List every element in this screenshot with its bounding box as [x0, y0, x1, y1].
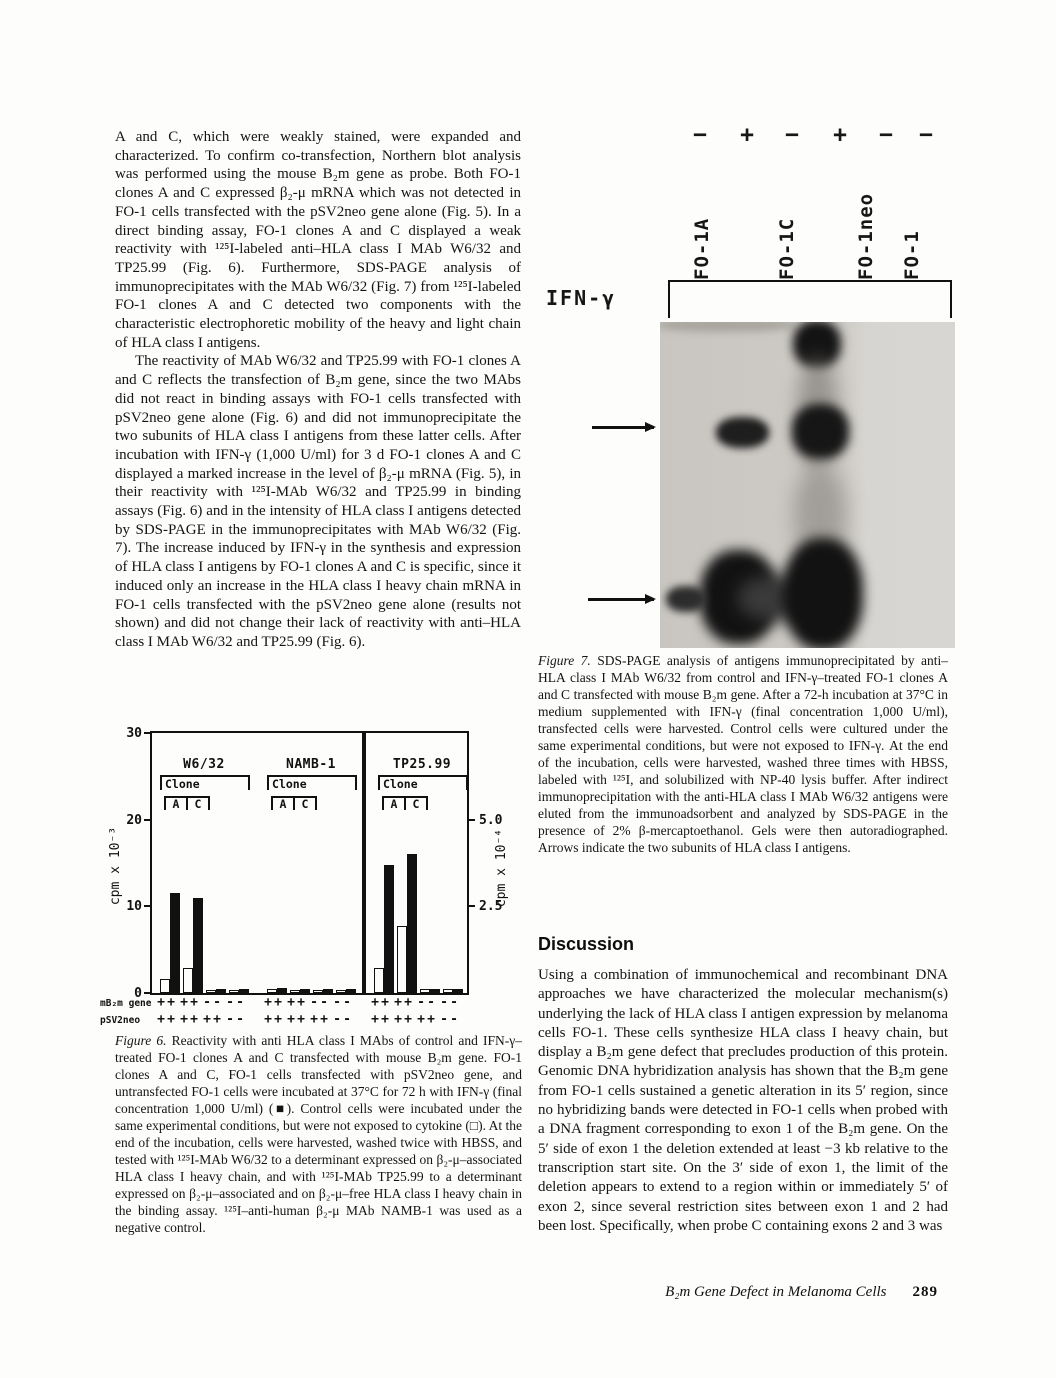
condition-symbol: +	[371, 1012, 379, 1027]
clone-a-label: A	[273, 798, 295, 810]
bar	[453, 989, 463, 993]
condition-symbol: +	[190, 1012, 198, 1027]
discussion-paragraph: Using a combination of immunochemical and recombinant DNA approaches we have characterized the molecular mechanism(s) underlying the lack of HLA class I antigen expression by melanoma cells FO-1. These cells synthesize HLA class I heavy chain, but display a B₂m gene defect that precludes production of this protein. Genomic DNA hybridization analysis has shown that the B₂m gene from FO-1 cells sustained a genetic alteration in its 5′ region, since no hybridizing bands were detected in FO-1 cells when probed with a DNA fragment corresponding to exon 1 of the B₂m gene. On the 5′ side of exon 1 the deletion extended at least −3 kb relative to the transcription start site. On the 3′ side of exon 1, the limit of the deletion appears to extend to a region within or immediately 5′ of exon 2, since several restriction sites between exon 1 and 2 had been lost. Specifically, when probe C containing exons 2 and 3 was	[538, 967, 948, 1234]
condition-symbol: +	[157, 995, 165, 1010]
y-tick-label: 20	[126, 812, 142, 828]
clone-bracket	[160, 775, 250, 790]
condition-symbol: +	[381, 995, 389, 1010]
panel-header-tp2599	[378, 757, 466, 817]
y-tick	[144, 992, 152, 994]
running-title: B₂m Gene Defect in Melanoma Cells	[665, 1284, 887, 1300]
clone-c-label: C	[301, 797, 309, 811]
symbol-group	[156, 995, 245, 1010]
condition-symbol: +	[180, 1012, 188, 1027]
ifn-gamma-label: IFN-γ	[546, 286, 617, 310]
condition-symbol: -	[226, 995, 234, 1010]
symbol-group	[263, 995, 352, 1010]
condition-symbol: -	[440, 995, 448, 1010]
condition-symbol: +	[264, 1012, 272, 1027]
bar	[323, 989, 333, 993]
condition-symbol: +	[274, 1012, 282, 1027]
y-tick-label: 10	[126, 899, 142, 915]
condition-symbol: +	[310, 1012, 318, 1027]
clone-bracket	[378, 775, 468, 790]
bar	[384, 865, 394, 993]
clone-c-label: C	[412, 797, 420, 811]
condition-symbol: +	[320, 1012, 328, 1027]
x-row-label: mB₂m gene	[100, 998, 152, 1009]
y-tick	[144, 905, 152, 907]
panel-divider	[362, 733, 366, 993]
bar	[430, 989, 440, 993]
lane-label-fo1a: FO-1A	[691, 217, 713, 280]
panel-header-namb1	[267, 757, 355, 817]
bar-group-namb1	[267, 988, 356, 993]
condition-symbol: +	[264, 995, 272, 1010]
bar	[397, 926, 407, 993]
clone-ac-bracket	[382, 796, 428, 810]
ifn-sign: −	[785, 122, 799, 148]
body-paragraph-1: A and C, which were weakly stained, were expanded and characterized. To confirm co-transfection, Northern blot analysis was performed using the mouse B₂m gene as probe. Both FO-1 clones A and C expressed β₂-μ mRNA which was not detected in FO-1 cells transfected with the pSV2neo gene alone (Fig. 5). In a direct binding assay, FO-1 clones A and C displayed a weak reactivity with ¹²⁵I-labeled anti–HLA class I MAb W6/32 and TP25.99 (Fig. 6). Furthermore, SDS-PAGE analysis of immunoprecipitates with the MAb W6/32 (Fig. 7) from ¹²⁵I-labeled FO-1 clones A and C detected two components with the characteristic electrophoretic mobility of the heavy and light chain of HLA class I antigens.	[115, 129, 521, 351]
panel-title: W6/32	[183, 757, 225, 772]
symbol-group	[370, 1012, 459, 1027]
condition-symbol: -	[343, 995, 351, 1010]
gel-band	[660, 322, 796, 332]
gel-band-heavy-chain-fo1a	[716, 417, 769, 448]
ifn-sign: +	[833, 122, 847, 148]
bar	[346, 989, 356, 993]
right-tick-label: 5.0	[479, 812, 503, 828]
bar	[407, 854, 417, 993]
ifn-sign: +	[740, 122, 754, 148]
bar	[206, 990, 216, 993]
ifn-sign: −	[879, 122, 893, 148]
x-row-psv2neo	[100, 1012, 532, 1028]
condition-symbol: +	[287, 995, 295, 1010]
x-row-label: pSV2neo	[100, 1015, 141, 1026]
figure6-caption-label: Figure 6.	[115, 1033, 167, 1048]
ifn-sign: −	[693, 122, 707, 148]
y-axis-label-right: cpm x 10⁻⁴	[494, 828, 509, 908]
bar	[239, 989, 249, 993]
bar	[290, 990, 300, 993]
condition-symbol: +	[394, 995, 402, 1010]
condition-symbol: +	[157, 1012, 165, 1027]
condition-symbol: -	[450, 995, 458, 1010]
right-tick	[467, 905, 475, 907]
page-footer	[438, 1284, 938, 1301]
condition-symbol: -	[213, 995, 221, 1010]
gel-band-light-chain	[666, 586, 706, 612]
condition-symbol: +	[297, 995, 305, 1010]
clone-c-label: C	[194, 797, 202, 811]
clone-label: Clone	[383, 777, 418, 791]
condition-symbol: +	[190, 995, 198, 1010]
clone-label: Clone	[165, 777, 200, 791]
condition-symbol: +	[381, 1012, 389, 1027]
bar-group-w632	[160, 893, 249, 993]
panel-title: TP25.99	[392, 757, 452, 772]
figure6-caption-text: Reactivity with anti HLA class I MAbs of control and IFN-γ–treated FO-1 clones A and C transfected with mouse B₂m gene. FO-1 clones A and C, FO-1 cells transfected with pSV2neo gene, and untransfected FO-1 cells were incubated at 37°C for 72 h with IFN-γ (final concentration 1,000 U/ml) (■). Control cells were incubated under the same experimental conditions, but were not exposed to cytokine (□). At the end of the incubation, cells were harvested, washed twice with HBSS, and tested with ¹²⁵I-MAb W6/32 to a determinant expressed on β₂-μ–associated HLA class I heavy chain, and with ¹²⁵I-MAb TP25.99 to a determinant expressed on β₂-μ–associated and on β₂-μ–free HLA class I heavy chain in the binding assay. ¹²⁵I–anti-human β₂-μ MAb NAMB-1 was used as a negative control.	[115, 1033, 522, 1235]
left-column	[115, 128, 521, 652]
condition-symbol: -	[417, 995, 425, 1010]
bar	[229, 990, 239, 993]
y-tick-label: 0	[134, 986, 142, 1001]
symbol-group	[370, 995, 459, 1010]
condition-symbol: +	[180, 995, 188, 1010]
condition-symbol: +	[203, 1012, 211, 1027]
right-tick	[467, 819, 475, 821]
clone-a-label: A	[384, 798, 406, 810]
arrow-light-chain	[588, 598, 654, 601]
bar	[216, 989, 226, 993]
condition-symbol: +	[404, 995, 412, 1010]
condition-symbol: -	[440, 1012, 448, 1027]
figure7-gel-figure	[538, 120, 958, 650]
symbol-group	[156, 1012, 245, 1027]
clone-bracket	[267, 775, 357, 790]
condition-symbol: +	[394, 1012, 402, 1027]
ifn-sign: −	[919, 122, 933, 148]
condition-symbol: -	[226, 1012, 234, 1027]
right-tick-label: 2.5	[479, 899, 503, 915]
condition-symbol: -	[320, 995, 328, 1010]
figure6-chart	[100, 723, 532, 1035]
condition-symbol: +	[371, 995, 379, 1010]
symbol-group	[263, 1012, 352, 1027]
y-tick	[144, 819, 152, 821]
arrow-heavy-chain	[592, 426, 654, 429]
ifn-row-bracket	[668, 280, 952, 318]
gel-autoradiograph	[660, 322, 955, 648]
condition-symbol: +	[167, 995, 175, 1010]
bar	[193, 898, 203, 993]
body-paragraph-2: The reactivity of MAb W6/32 and TP25.99 with FO-1 clones A and C reflects the transfection of B₂m gene, since the two MAbs did not react in binding assays with FO-1 cells transfected with pSV2neo gene alone (Fig. 6) and did not immunoprecipitate the two subunits of HLA class I antigens from these latter cells. After incubation with IFN-γ (1,000 U/ml) for 3 d FO-1 clones A and C displayed a marked increase in the level of β₂-μ mRNA (Fig. 5), in their reactivity with ¹²⁵I-MAb W6/32 and TP25.99 in binding assays (Fig. 6) and in the intensity of HLA class I antigens detected by SDS-PAGE in the immunoprecipitates with MAb W6/32 (Fig. 7). The increase induced by IFN-γ in the synthesis and expression of HLA class I antigens by FO-1 clones A and C is specific, since it induced only an increase in the HLA class I heavy chain mRNA in FO-1 cells transfected with the pSV2neo gene alone (results not shown) and did not change their lack of reactivity with anti–HLA class I MAb W6/32 and TP25.99 (Fig. 6).	[115, 353, 521, 650]
condition-symbol: -	[236, 1012, 244, 1027]
clone-label: Clone	[272, 777, 307, 791]
panel-header-w632	[160, 757, 248, 817]
panel-title: NAMB-1	[286, 757, 336, 772]
figure7-caption-text: SDS-PAGE analysis of antigens immunoprecipitated by anti–HLA class I MAb W6/32 from control and IFN-γ–treated FO-1 clones A and C transfected with mouse B₂m gene. After a 72-h incubation at 37°C in medium supplemented with IFN-γ (final concentration 1,000 U/ml), transfected cells were harvested. Control cells were cultured under the same experimental conditions, but were not exposed to IFN-γ. At the end of the incubation, cells were harvested, washed three times with HBSS, labeled with ¹²⁵I, and solubilized with NP-40 lysis buffer. After indirect immunoprecipitation with the anti-HLA class I MAb W6/32 antigens were eluted from the immunoadsorbent and analyzed by SDS-PAGE in the presence of 2% β-mercaptoethanol. Gels were then autoradiographed. Arrows indicate the two subunits of HLA class I antigens.	[538, 653, 948, 855]
x-row-mb2m	[100, 995, 532, 1011]
condition-symbol: +	[213, 1012, 221, 1027]
bar-group-tp2599	[374, 854, 463, 993]
condition-symbol: -	[343, 1012, 351, 1027]
condition-symbol: -	[310, 995, 318, 1010]
bar	[374, 968, 384, 993]
bar	[313, 990, 323, 993]
condition-symbol: +	[427, 1012, 435, 1027]
y-axis-label-left: cpm x 10⁻³	[108, 826, 123, 906]
clone-a-label: A	[166, 798, 188, 810]
y-tick-label: 30	[126, 726, 142, 741]
condition-symbol: +	[274, 995, 282, 1010]
page-number: 289	[912, 1284, 938, 1300]
condition-symbol: +	[417, 1012, 425, 1027]
bar	[183, 968, 193, 993]
condition-symbol: +	[297, 1012, 305, 1027]
condition-symbol: -	[427, 995, 435, 1010]
figure7-caption	[538, 652, 948, 856]
condition-symbol: +	[404, 1012, 412, 1027]
condition-symbol: -	[333, 995, 341, 1010]
gel-band-light-chain-fo1c	[783, 538, 863, 648]
lane-label-fo1c: FO-1C	[776, 217, 798, 280]
y-tick	[144, 732, 152, 734]
lane-label-fo1neo: FO-1neo	[855, 192, 877, 280]
condition-symbol: +	[287, 1012, 295, 1027]
bar	[443, 989, 453, 993]
figure7-caption-label: Figure 7.	[538, 653, 591, 668]
lane-label-fo1: FO-1	[901, 230, 923, 280]
condition-symbol: +	[167, 1012, 175, 1027]
condition-symbol: -	[333, 1012, 341, 1027]
bar	[277, 988, 287, 993]
bar	[170, 893, 180, 993]
clone-ac-bracket	[164, 796, 210, 810]
figure6-caption	[115, 1032, 522, 1236]
bar	[160, 979, 170, 993]
bar	[267, 989, 277, 993]
bar	[336, 990, 346, 993]
bar	[300, 989, 310, 993]
condition-symbol: -	[450, 1012, 458, 1027]
clone-ac-bracket	[271, 796, 317, 810]
discussion-heading: Discussion	[538, 934, 635, 954]
bar	[420, 989, 430, 993]
condition-symbol: -	[236, 995, 244, 1010]
gel-band-heavy-chain-fo1c	[792, 404, 849, 459]
condition-symbol: -	[203, 995, 211, 1010]
